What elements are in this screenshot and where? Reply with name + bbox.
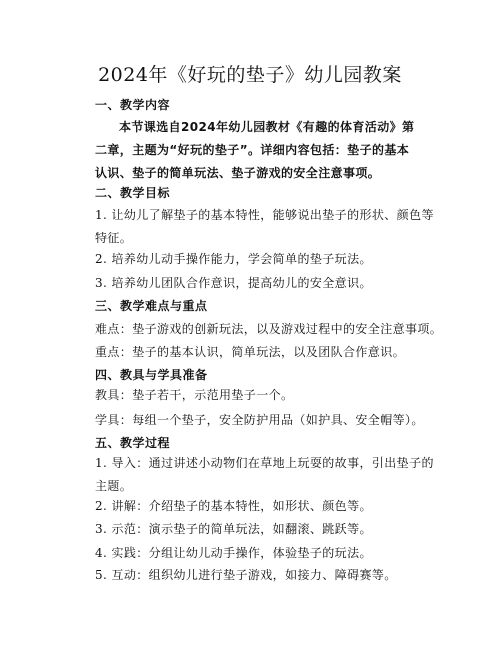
process-step-3: 3. 示范：演示垫子的简单玩法，如翻滚、跳跃等。 (95, 522, 372, 536)
process-step-5: 5. 互动：组织幼儿进行垫子游戏，如接力、障碍赛等。 (95, 568, 397, 582)
key-point-item: 重点：垫子的基本认识，简单玩法，以及团队合作意识。 (95, 345, 406, 359)
objective-item-2: 2. 培养幼儿动手操作能力，学会简单的垫子玩法。 (95, 252, 372, 266)
document-title: 2024年《好玩的垫子》幼儿园教案 (98, 64, 402, 86)
objective-item-1: 1. 让幼儿了解垫子的基本特性，能够说出垫子的形状、颜色等特征。 (95, 208, 434, 245)
section-heading-difficulties: 三、教学难点与重点 (95, 299, 208, 313)
section-content-paragraph: 本节课选自2024年幼儿园教材《有趣的体育活动》第二章，主题为“好玩的垫子”。详细内容包括：垫子的基本认识、垫子的简单玩法、垫子游戏的安全注意事项。 (95, 120, 415, 180)
section-heading-content: 一、教学内容 (95, 98, 171, 112)
difficulty-item: 难点：垫子游戏的创新玩法，以及游戏过程中的安全注意事项。 (95, 322, 443, 336)
process-step-2: 2. 讲解：介绍垫子的基本特性，如形状、颜色等。 (95, 499, 372, 513)
section-heading-objectives: 二、教学目标 (95, 186, 171, 200)
teaching-aids-item: 教具：垫子若干，示范用垫子一个。 (95, 388, 294, 402)
process-step-4: 4. 实践：分组让幼儿动手操作，体验垫子的玩法。 (95, 546, 372, 560)
section-heading-materials: 四、教具与学具准备 (95, 368, 208, 382)
process-step-1: 1. 导入：通过讲述小动物们在草地上玩耍的故事，引出垫子的主题。 (95, 456, 434, 493)
section-heading-process: 五、教学过程 (95, 436, 171, 450)
objective-item-3: 3. 培养幼儿团队合作意识，提高幼儿的安全意识。 (95, 276, 372, 290)
learning-aids-item: 学具：每组一个垫子，安全防护用品（如护具、安全帽等）。 (95, 413, 424, 427)
